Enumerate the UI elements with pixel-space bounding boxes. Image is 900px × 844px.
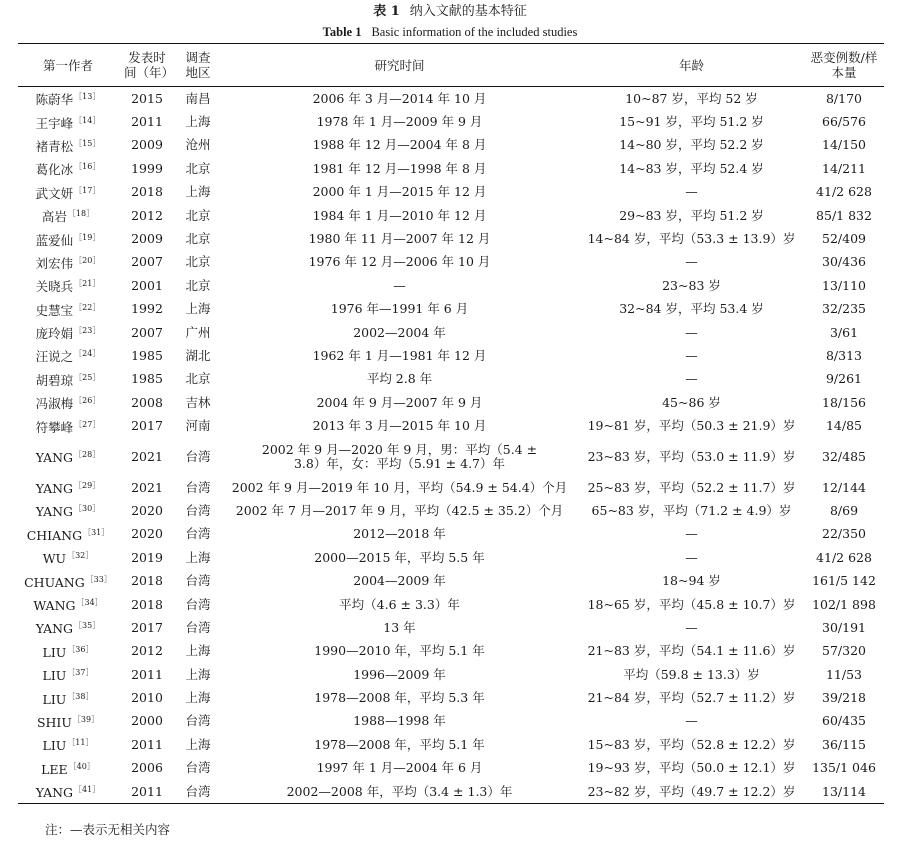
cell-period: 1980 年 11 月—2007 年 12 月 [308,231,491,247]
cell-region: 北京 [185,231,211,247]
cell-region: 北京 [185,160,211,176]
cell-year: 2012 [131,643,163,659]
reference-number: ［17］ [74,185,101,195]
author-name: 王宇峰 [35,115,74,131]
cell-author [18,616,118,639]
cell-cases: 57/320 [822,643,866,659]
cell-age: 18~94 岁 [662,573,721,589]
cell-age: 10~87 岁，平均 52 岁 [625,90,758,106]
reference-number: ［30］ [74,504,101,514]
table-row [18,593,884,616]
author-name: YANG [35,504,74,520]
reference-number: ［11］ [67,738,94,748]
cell-age: — [685,549,698,565]
cell-region: 上海 [185,666,211,682]
cell-cases: 22/350 [822,526,866,542]
cell-year: 2012 [131,207,163,223]
author-name: 史慧宝 [35,302,74,318]
table-row [18,640,884,663]
author-name: 褚青松 [35,138,74,154]
cell-author [18,640,118,663]
cell-region: 上海 [185,736,211,752]
reference-number: ［28］ [74,450,101,460]
author-name: 陈蔚华 [35,92,74,108]
cell-year: 2017 [131,418,163,434]
cell-cases: 60/435 [822,713,866,729]
cell-cases: 161/5 142 [812,573,876,589]
cell-cases: 41/2 628 [816,184,872,200]
cell-year: 2011 [131,114,163,130]
table-row [18,368,884,391]
cell-cases: 12/144 [822,479,866,495]
table-row [18,616,884,639]
cell-period: 1978—2008 年，平均 5.3 年 [314,690,485,706]
table-row [18,733,884,756]
cell-period: 1988—1998 年 [353,713,446,729]
cell-age: — [685,619,698,635]
cell-region: 台湾 [185,783,211,799]
reference-number: ［37］ [67,668,94,678]
header-region: 调查地区 [185,50,211,80]
cell-year: 2006 [131,760,163,776]
author-name: YANG [35,481,74,497]
cell-cases: 52/409 [822,231,866,247]
cell-region: 台湾 [185,448,211,464]
cell-cases: 85/1 832 [816,207,872,223]
reference-number: ［33］ [85,574,112,584]
cell-age: 15~83 岁，平均（52.8 ± 12.2）岁 [587,736,796,752]
cell-age: 15~91 岁，平均 51.2 岁 [619,114,764,130]
reference-number: ［21］ [74,279,101,289]
author-name: YANG [35,785,74,801]
reference-number: ［34］ [76,598,103,607]
author-name: YANG [35,450,74,466]
author-name: 武文妍 [35,185,74,201]
cell-region: 台湾 [185,526,211,542]
cell-region: 吉林 [185,394,211,410]
cell-cases: 11/53 [825,666,863,682]
cell-author [18,321,118,344]
table-row [18,569,884,592]
cell-period: 1962 年 1 月—1981 年 12 月 [312,347,487,363]
cell-region: 南昌 [185,90,211,106]
reference-number: ［15］ [74,138,101,148]
cell-year: 2007 [131,324,163,340]
reference-number: ［14］ [74,115,101,125]
cell-period: 1990—2010 年，平均 5.1 年 [314,643,485,659]
cell-year: 2008 [131,394,163,410]
cell-period: 1981 年 12 月—1998 年 8 月 [312,160,487,176]
cell-age: 29~83 岁，平均 51.2 岁 [619,207,764,223]
author-name: 蓝爱仙 [35,232,74,248]
header-author: 第一作者 [42,57,93,73]
reference-number: ［38］ [67,691,94,701]
cell-author [18,593,118,616]
cell-year: 2009 [131,137,163,153]
cell-region: 上海 [185,184,211,200]
cell-age: 32~84 岁，平均 53.4 岁 [619,301,764,317]
cell-period: 1988 年 12 月—2004 年 8 月 [312,137,487,153]
reference-number: ［27］ [74,419,101,429]
header-age: 年龄 [678,57,704,73]
reference-number: ［25］ [74,372,101,382]
reference-number: ［32］ [67,551,94,561]
cell-author [18,663,118,686]
cell-region: 上海 [185,114,211,130]
cell-cases: 14/85 [825,418,863,434]
table-row [18,251,884,274]
cell-year: 2020 [131,526,163,542]
table-row [18,274,884,297]
reference-number: ［39］ [72,714,100,724]
cell-author [18,391,118,414]
table-row [18,298,884,321]
cell-cases: 18/156 [822,394,866,410]
cell-author [18,110,118,133]
cell-period: 1996—2009 年 [353,666,446,682]
table-row [18,499,884,522]
cell-age: 19~93 岁，平均（50.0 ± 12.1）岁 [587,760,796,776]
cell-age: — [685,371,698,387]
cell-age: — [685,184,698,200]
cell-region: 台湾 [185,619,211,635]
author-name: 高岩 [41,209,67,225]
table-title-cn: 纳入文献的基本特征 [409,4,527,19]
reference-number: ［41］ [74,785,101,795]
table-caption-cn [0,4,900,20]
cell-period: 2002—2008 年，平均（3.4 ± 1.3）年 [286,783,513,799]
cell-age: 45~86 岁 [662,394,721,410]
cell-author [18,476,118,499]
cell-region: 北京 [185,254,211,270]
table-row [18,686,884,709]
cell-region: 台湾 [185,713,211,729]
reference-number: ［40］ [68,761,95,771]
cell-age: — [685,526,698,542]
cell-region: 上海 [185,301,211,317]
reference-number: ［13］ [74,92,101,102]
cell-author [18,157,118,180]
table-row [18,134,884,157]
cell-year: 2021 [131,448,163,464]
cell-region: 台湾 [185,760,211,776]
table-footnote: 注：—表示无相关内容 [45,822,171,837]
cell-age: 65~83 岁，平均（71.2 ± 4.9）岁 [591,502,792,518]
cell-region: 台湾 [185,479,211,495]
cell-region: 北京 [185,371,211,387]
cell-year: 2011 [131,736,163,752]
table-row [18,227,884,250]
author-name: 冯淑梅 [35,396,74,412]
author-name: 关晓兵 [35,279,74,295]
author-name: YANG [35,621,74,637]
cell-age: 19~81 岁，平均（50.3 ± 21.9）岁 [587,418,796,434]
cell-author [18,368,118,391]
cell-age: 23~83 岁 [662,277,721,293]
cell-period: 2002 年 9 月—2019 年 10 月，平均（54.9 ± 54.4）个月 [231,479,568,495]
cell-year: 1999 [131,160,163,176]
cell-author [18,87,118,111]
cell-year: 1992 [131,301,163,317]
cell-year: 2019 [131,549,163,565]
cell-age: 14~84 岁，平均（53.3 ± 13.9）岁 [587,231,796,247]
author-name: 庞玲娟 [35,326,74,342]
cell-author [18,204,118,227]
cell-year: 2007 [131,254,163,270]
cell-cases: 39/218 [822,690,866,706]
cell-age: 21~84 岁，平均（52.7 ± 11.2）岁 [587,690,796,706]
reference-number: ［26］ [74,396,101,406]
cell-year: 1985 [131,347,163,363]
table-row [18,663,884,686]
cell-age: 21~83 岁，平均（54.1 ± 11.6）岁 [587,643,796,659]
cell-cases: 30/191 [822,619,866,635]
cell-cases: 3/61 [829,324,859,340]
author-name: 刘宏伟 [35,255,74,271]
cell-author [18,414,118,437]
table-row [18,780,884,804]
cell-author [18,546,118,569]
cell-year: 2021 [131,479,163,495]
table-row [18,344,884,367]
cell-cases: 30/436 [822,254,866,270]
cell-period: 2006 年 3 月—2014 年 10 月 [312,90,487,106]
cell-age: 平均（59.8 ± 13.3）岁 [623,666,760,682]
cell-author [18,134,118,157]
author-name: 葛化冰 [35,162,74,178]
table-row [18,391,884,414]
author-name: LIU [42,668,67,684]
cell-year: 2017 [131,619,163,635]
studies-table [18,43,884,804]
cell-region: 湖北 [185,347,211,363]
reference-number: ［29］ [74,481,101,491]
cell-cases: 9/261 [825,371,863,387]
cell-region: 河南 [185,418,211,434]
cell-author [18,438,118,476]
cell-author [18,686,118,709]
cell-period: 1976 年—1991 年 6 月 [330,301,469,317]
table-row [18,710,884,733]
cell-period: 2002 年 7 月—2017 年 9 月，平均（42.5 ± 35.2）个月 [235,502,564,518]
table-title-en: Basic information of the included studies [371,25,578,39]
cell-cases: 8/69 [829,502,859,518]
cell-cases: 102/1 898 [812,596,876,612]
table-label-cn: 表 1 [373,4,400,19]
cell-age: — [685,347,698,363]
cell-period: 2013 年 3 月—2015 年 10 月 [312,418,487,434]
reference-number: ［35］ [74,621,101,631]
cell-author [18,181,118,204]
cell-cases: 14/150 [822,137,866,153]
cell-region: 广州 [185,324,211,340]
cell-region: 北京 [185,207,211,223]
cell-cases: 14/211 [822,160,866,176]
cell-cases: 8/313 [825,347,863,363]
cell-period: 2004—2009 年 [353,573,446,589]
author-name: 符攀峰 [35,419,74,435]
cell-period: 1976 年 12 月—2006 年 10 月 [308,254,491,270]
cell-age: 23~82 岁，平均（49.7 ± 12.2）岁 [587,783,796,799]
cell-year: 2020 [131,502,163,518]
table-row [18,546,884,569]
reference-number: ［20］ [74,255,101,265]
table-row [18,110,884,133]
cell-region: 台湾 [185,573,211,589]
author-name: CHUANG [24,574,85,590]
cell-author [18,757,118,780]
author-name: 胡碧琼 [35,372,74,388]
cell-year: 2001 [131,277,163,293]
cell-cases: 135/1 046 [812,760,876,776]
reference-number: ［31］ [83,527,110,537]
table-caption-en [0,24,900,40]
table-row [18,204,884,227]
author-name: WU [42,551,67,567]
cell-author [18,298,118,321]
table-row [18,181,884,204]
table-row [18,757,884,780]
author-name: LEE [41,761,68,777]
table-row [18,414,884,437]
cell-period: 2004 年 9 月—2007 年 9 月 [316,394,483,410]
cell-age: — [685,713,698,729]
author-name: WANG [33,598,76,613]
cell-region: 沧州 [185,137,211,153]
cell-author [18,523,118,546]
reference-number: ［36］ [67,644,94,654]
cell-cases: 13/110 [822,277,866,293]
cell-author [18,227,118,250]
cell-period: 2012—2018 年 [353,526,446,542]
cell-author [18,710,118,733]
cell-region: 上海 [185,549,211,565]
cell-region: 上海 [185,643,211,659]
header-cases: 恶变例数/样本量 [810,50,878,80]
cell-year: 2009 [131,231,163,247]
cell-year: 2018 [131,596,163,612]
table-row [18,523,884,546]
cell-age: — [685,324,698,340]
cell-region: 上海 [185,690,211,706]
author-name: LIU [42,738,67,754]
cell-region: 北京 [185,277,211,293]
reference-number: ［23］ [74,326,101,336]
table-row [18,438,884,476]
cell-year: 1985 [131,371,163,387]
cell-author [18,733,118,756]
cell-period: — [393,277,406,293]
cell-age: 23~83 岁，平均（53.0 ± 11.9）岁 [587,448,796,464]
cell-year: 2010 [131,690,163,706]
header-row [18,44,884,87]
header-year: 发表时间（年） [124,50,175,80]
cell-period: 2000—2015 年，平均 5.5 年 [314,549,485,565]
cell-cases: 36/115 [822,736,866,752]
cell-period: 13 年 [383,619,416,635]
cell-cases: 32/485 [822,448,866,464]
cell-period: 平均（4.6 ± 3.3）年 [339,596,460,612]
reference-number: ［22］ [74,302,101,312]
cell-author [18,251,118,274]
table-row [18,476,884,499]
cell-cases: 66/576 [822,114,866,130]
cell-period: 1978 年 1 月—2009 年 9 月 [316,114,483,130]
table-row [18,321,884,344]
cell-author [18,344,118,367]
author-name: LIU [42,691,67,707]
reference-number: ［19］ [74,232,101,242]
cell-period: 1978—2008 年，平均 5.1 年 [314,736,485,752]
cell-year: 2011 [131,783,163,799]
cell-author [18,499,118,522]
reference-number: ［24］ [74,349,101,359]
cell-age: 25~83 岁，平均（52.2 ± 11.7）岁 [587,479,796,495]
table-body [18,87,884,804]
cell-age: — [685,254,698,270]
cell-period: 平均 2.8 年 [366,371,433,387]
cell-age: 14~80 岁，平均 52.2 岁 [619,137,764,153]
cell-author [18,569,118,592]
header-period: 研究时间 [374,57,425,73]
table-row [18,87,884,111]
cell-age: 14~83 岁，平均 52.4 岁 [619,160,764,176]
cell-cases: 32/235 [822,301,866,317]
cell-region: 台湾 [185,596,211,612]
table-row [18,157,884,180]
cell-year: 2015 [131,90,163,106]
cell-period: 1997 年 1 月—2004 年 6 月 [316,760,483,776]
author-name: LIU [42,644,67,660]
cell-period: 1984 年 1 月—2010 年 12 月 [312,207,487,223]
cell-period: 2000 年 1 月—2015 年 12 月 [312,184,487,200]
cell-period: 2002 年 9 月—2020 年 9 月，男：平均（5.4 ± 3.8）年，女：平均（5.91 ± 4.7）年 [261,441,538,471]
reference-number: ［16］ [74,162,101,172]
cell-year: 2018 [131,184,163,200]
author-name: 汪说之 [35,349,74,365]
author-name: CHIANG [26,527,83,543]
cell-age: 18~65 岁，平均（45.8 ± 10.7）岁 [587,596,796,612]
cell-cases: 41/2 628 [816,549,872,565]
cell-year: 2018 [131,573,163,589]
author-name: SHIU [36,714,72,730]
cell-region: 台湾 [185,502,211,518]
cell-cases: 13/114 [822,783,866,799]
cell-author [18,780,118,804]
cell-author [18,274,118,297]
cell-year: 2000 [131,713,163,729]
cell-cases: 8/170 [825,90,863,106]
table-label-en: Table 1 [322,25,362,39]
reference-number: ［18］ [67,209,95,219]
cell-period: 2002—2004 年 [353,324,446,340]
cell-year: 2011 [131,666,163,682]
